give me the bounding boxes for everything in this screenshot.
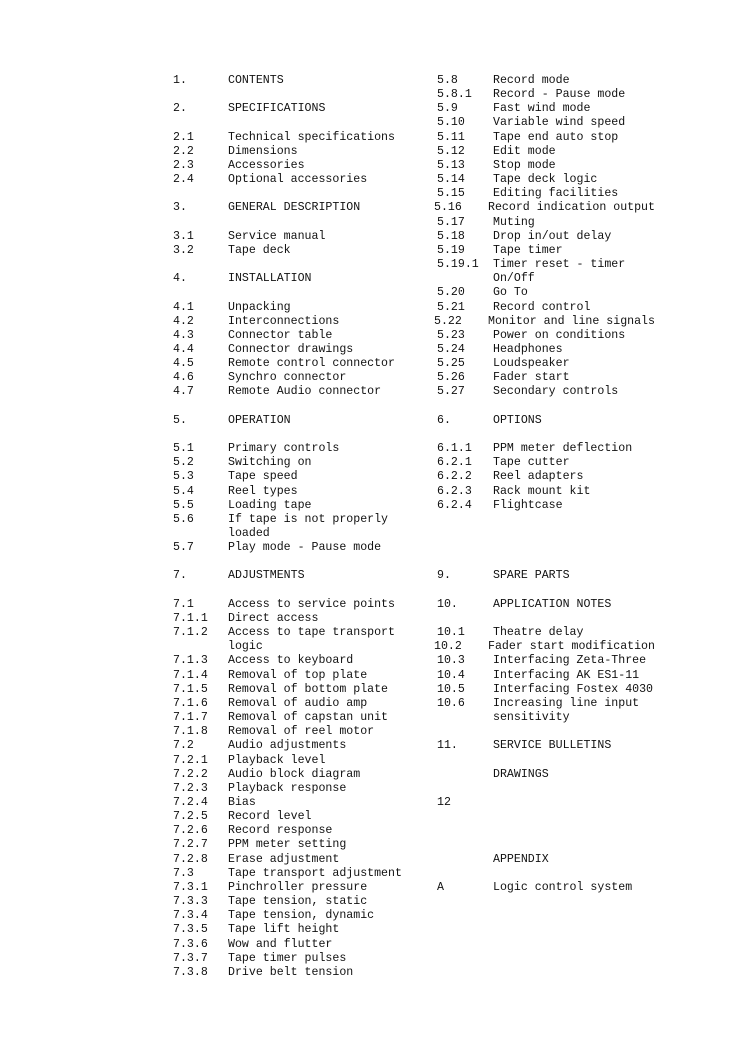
toc-entry-number: 5.19 — [437, 243, 465, 257]
toc-entry-number: 5.19.1 — [437, 258, 479, 272]
toc-entry-title: Fast wind mode — [493, 102, 591, 116]
toc-entry-number: 4.2 — [173, 314, 194, 328]
toc-entry-number: 4.1 — [173, 300, 194, 314]
toc-entry-number: 9. — [437, 569, 451, 583]
toc-entry-title: Fader start modification — [488, 640, 655, 654]
toc-entry-title: Removal of top plate — [228, 668, 368, 682]
toc-entry-title: Tape tension, dynamic — [228, 909, 375, 923]
toc-entry-number: 10.3 — [437, 654, 465, 668]
toc-entry-title: Service manual — [228, 229, 326, 243]
toc-entry-number: 5.16 — [434, 201, 462, 215]
toc-entry-number: 7. — [173, 569, 187, 583]
toc-entry-title: Power on conditions — [493, 328, 626, 342]
toc-entry-number: 6.2.1 — [437, 456, 472, 470]
toc-entry-title: Optional accessories — [228, 173, 368, 187]
toc-entry-number: 7.1.7 — [173, 711, 208, 725]
toc-entry-title: APPLICATION NOTES — [493, 597, 612, 611]
toc-entry-number: 5.23 — [437, 328, 465, 342]
toc-entry-number: 5.13 — [437, 158, 465, 172]
toc-entry-number: 5.25 — [437, 357, 465, 371]
toc-entry-title: SERVICE BULLETINS — [493, 739, 612, 753]
toc-entry-title: Record indication output — [488, 201, 655, 215]
toc-entry-number: 5.7 — [173, 541, 194, 555]
toc-entry-number: 5.8 — [437, 74, 458, 87]
toc-entry-number: 7.2.8 — [173, 852, 208, 866]
toc-entry-title: sensitivity — [493, 711, 570, 725]
toc-entry-title: GENERAL DESCRIPTION — [228, 201, 361, 215]
toc-entry-number: 10.2 — [434, 640, 462, 654]
toc-entry-title: Reel types — [228, 484, 298, 498]
toc-entry-number: 5.3 — [173, 470, 194, 484]
toc-entry-title: Audio block diagram — [228, 767, 361, 781]
toc-entry-title: OPERATION — [228, 413, 291, 427]
toc-entry-title: Play mode - Pause mode — [228, 541, 382, 555]
toc-entry-number: 7.3.6 — [173, 937, 208, 951]
toc-entry-number: 7.1 — [173, 597, 194, 611]
toc-entry-number: 2.3 — [173, 158, 194, 172]
toc-entry-number: 7.2.1 — [173, 753, 208, 767]
toc-entry-number: 5.24 — [437, 342, 465, 356]
toc-entry-title: Editing facilities — [493, 187, 619, 201]
toc-entry-title: Secondary controls — [493, 385, 619, 399]
toc-entry-number: 2.2 — [173, 144, 194, 158]
toc-entry-number: 4.6 — [173, 371, 194, 385]
toc-entry-title: Increasing line input — [493, 696, 640, 710]
toc-entry-number: 7.2.3 — [173, 781, 208, 795]
toc-entry-title: Bias — [228, 795, 256, 809]
toc-entry-number: A — [437, 880, 444, 894]
toc-entry-number: 5.26 — [437, 371, 465, 385]
toc-entry-title: Erase adjustment — [228, 852, 340, 866]
toc-entry-title: Tape timer pulses — [228, 951, 347, 965]
toc-entry-title: Drop in/out delay — [493, 229, 612, 243]
toc-entry-number: 7.3.3 — [173, 895, 208, 909]
toc-entry-number: 5.11 — [437, 130, 465, 144]
toc-entry-number: 1. — [173, 74, 187, 87]
toc-entry-number: 7.3.4 — [173, 909, 208, 923]
toc-entry-number: 6.1.1 — [437, 442, 472, 456]
toc-entry-number: 5.18 — [437, 229, 465, 243]
toc-entry-title: Loading tape — [228, 498, 312, 512]
toc-entry-title: Synchro connector — [228, 371, 347, 385]
toc-entry-number: 7.3 — [173, 866, 194, 880]
toc-entry-title: PPM meter setting — [228, 838, 347, 852]
toc-entry-number: 7.1.6 — [173, 696, 208, 710]
toc-entry-title: Playback level — [228, 753, 326, 767]
toc-entry-title: Tape end auto stop — [493, 130, 619, 144]
toc-entry-title: Connector table — [228, 328, 333, 342]
toc-entry-title: Record - Pause mode — [493, 88, 626, 102]
toc-entry-title: Wow and flutter — [228, 937, 333, 951]
toc-entry-title: Loudspeaker — [493, 357, 570, 371]
toc-entry-number: 4.4 — [173, 342, 194, 356]
toc-entry-title: Technical specifications — [228, 130, 395, 144]
toc-entry-number: 11. — [437, 739, 458, 753]
toc-entry-number: 7.1.2 — [173, 626, 208, 640]
toc-entry-title: Removal of capstan unit — [228, 711, 389, 725]
toc-entry-title: Access to keyboard — [228, 654, 354, 668]
toc-entry-title: Interconnections — [228, 314, 340, 328]
toc-entry-number: 5.6 — [173, 512, 194, 526]
toc-entry-number: 4.7 — [173, 385, 194, 399]
toc-entry-title: Unpacking — [228, 300, 291, 314]
toc-entry-title: ADJUSTMENTS — [228, 569, 305, 583]
toc-entry-number: 2.1 — [173, 130, 194, 144]
toc-entry-number: 10.1 — [437, 626, 465, 640]
toc-entry-title: Variable wind speed — [493, 116, 626, 130]
toc-entry-title: Rack mount kit — [493, 484, 591, 498]
toc-entry-number: 3.2 — [173, 243, 194, 257]
toc-entry-title: Record mode — [493, 74, 570, 87]
toc-entry-title: Dimensions — [228, 144, 298, 158]
toc-entry-title: Direct access — [228, 611, 319, 625]
toc-entry-number: 5.20 — [437, 286, 465, 300]
toc-entry-number: 7.1.4 — [173, 668, 208, 682]
toc-entry-number: 5.9 — [437, 102, 458, 116]
toc-entry-number: 2. — [173, 102, 187, 116]
toc-entry-number: 5.17 — [437, 215, 465, 229]
toc-entry-number: 5.5 — [173, 498, 194, 512]
toc-entry-title: If tape is not properly — [228, 512, 389, 526]
toc-entry-title: Tape lift height — [228, 923, 340, 937]
toc-entry-title: Reel adapters — [493, 470, 584, 484]
toc-entry-number: 5. — [173, 413, 187, 427]
toc-entry-number: 4.3 — [173, 328, 194, 342]
toc-entry-title: Tape deck logic — [493, 173, 598, 187]
toc-entry-number: 7.2.6 — [173, 824, 208, 838]
toc-entry-number: 4.5 — [173, 357, 194, 371]
toc-entry-title: Tape deck — [228, 243, 291, 257]
toc-entry-title: Playback response — [228, 781, 347, 795]
toc-entry-number: 7.2.7 — [173, 838, 208, 852]
toc-entry-number: 5.15 — [437, 187, 465, 201]
toc-entry-title: Tape cutter — [493, 456, 570, 470]
toc-entry-title: Record level — [228, 810, 312, 824]
toc-entry-title: OPTIONS — [493, 413, 542, 427]
toc-entry-number: 7.3.5 — [173, 923, 208, 937]
toc-entry-title: PPM meter deflection — [493, 442, 633, 456]
toc-entry-number: 3.1 — [173, 229, 194, 243]
toc-entry-number: 7.1.8 — [173, 725, 208, 739]
toc-entry-title: Tape speed — [228, 470, 298, 484]
toc-entry-title: Interfacing Zeta-Three — [493, 654, 647, 668]
toc-entry-title: Timer reset - timer — [493, 258, 626, 272]
toc-entry-title: Accessories — [228, 158, 305, 172]
toc-entry-title: Record response — [228, 824, 333, 838]
toc-entry-number: 6.2.4 — [437, 498, 472, 512]
toc-entry-number: 5.2 — [173, 456, 194, 470]
toc-entry-title: Headphones — [493, 342, 563, 356]
toc-entry-title: Connector drawings — [228, 342, 354, 356]
toc-entry-number: 5.8.1 — [437, 88, 472, 102]
toc-entry-title: Tape timer — [493, 243, 563, 257]
toc-entry-number: 5.4 — [173, 484, 194, 498]
toc-entry-title: DRAWINGS — [493, 767, 549, 781]
toc-entry-number: 10.4 — [437, 668, 465, 682]
toc-entry-number: 7.3.8 — [173, 965, 208, 979]
toc-entry-title: Access to service points — [228, 597, 395, 611]
toc-entry-number: 10.5 — [437, 682, 465, 696]
toc-entry-title: Access to tape transport — [228, 626, 395, 640]
toc-entry-title: Audio adjustments — [228, 739, 347, 753]
toc-entry-title: SPECIFICATIONS — [228, 102, 326, 116]
toc-entry-title: SPARE PARTS — [493, 569, 570, 583]
toc-entry-number: 7.2 — [173, 739, 194, 753]
toc-entry-number: 5.27 — [437, 385, 465, 399]
toc-entry-number: 6.2.3 — [437, 484, 472, 498]
toc-entry-title: Interfacing AK ES1-11 — [493, 668, 640, 682]
toc-entry-title: Remote control connector — [228, 357, 395, 371]
toc-entry-title: CONTENTS — [228, 74, 284, 87]
toc-entry-number: 7.1.1 — [173, 611, 208, 625]
toc-entry-title: Theatre delay — [493, 626, 584, 640]
toc-entry-number: 7.3.1 — [173, 880, 208, 894]
toc-entry-number: 10. — [437, 597, 458, 611]
toc-entry-number: 5.21 — [437, 300, 465, 314]
toc-entry-number: 4. — [173, 272, 187, 286]
toc-entry-number: 7.1.3 — [173, 654, 208, 668]
toc-entry-title: Remote Audio connector — [228, 385, 382, 399]
toc-entry-number: 7.2.5 — [173, 810, 208, 824]
toc-entry-number: 7.1.5 — [173, 682, 208, 696]
toc-entry-number: 2.4 — [173, 173, 194, 187]
toc-entry-title: Record control — [493, 300, 591, 314]
toc-entry-title: Logic control system — [493, 880, 633, 894]
toc-entry-number: 5.12 — [437, 144, 465, 158]
toc-entry-title: Go To — [493, 286, 528, 300]
toc-entry-number: 5.1 — [173, 442, 194, 456]
toc-entry-title: Removal of reel motor — [228, 725, 375, 739]
toc-entry-title: Interfacing Fostex 4030 — [493, 682, 654, 696]
toc-entry-number: 7.2.2 — [173, 767, 208, 781]
toc-entry-title: loaded — [228, 527, 270, 540]
toc-entry-title: Removal of audio amp — [228, 696, 368, 710]
toc-entry-number: 10.6 — [437, 696, 465, 710]
toc-entry-title: APPENDIX — [493, 852, 549, 866]
toc-entry-title: logic — [228, 640, 263, 654]
toc-entry-number: 12 — [437, 795, 451, 809]
toc-entry-title: Tape transport adjustment — [228, 866, 402, 880]
toc-entry-number: 7.2.4 — [173, 795, 208, 809]
toc-entry-number: 5.10 — [437, 116, 465, 130]
toc-entry-title: Edit mode — [493, 144, 556, 158]
toc-entry-number: 5.14 — [437, 173, 465, 187]
toc-entry-number: 3. — [173, 201, 187, 215]
toc-entry-title: Monitor and line signals — [488, 314, 655, 328]
toc-entry-title: Switching on — [228, 456, 312, 470]
toc-entry-title: On/Off — [493, 272, 535, 286]
toc-entry-title: Removal of bottom plate — [228, 682, 389, 696]
toc-entry-number: 5.22 — [434, 314, 462, 328]
toc-entry-title: Muting — [493, 215, 535, 229]
toc-entry-title: Primary controls — [228, 442, 340, 456]
toc-entry-title: Fader start — [493, 371, 570, 385]
toc-entry-title: Stop mode — [493, 158, 556, 172]
toc-entry-title: INSTALLATION — [228, 272, 312, 286]
toc-entry-title: Drive belt tension — [228, 965, 354, 979]
toc-entry-number: 7.3.7 — [173, 951, 208, 965]
toc-entry-title: Pinchroller pressure — [228, 880, 368, 894]
toc-entry-number: 6. — [437, 413, 451, 427]
toc-entry-number: 6.2.2 — [437, 470, 472, 484]
toc-entry-title: Flightcase — [493, 498, 563, 512]
toc-entry-title: Tape tension, static — [228, 895, 368, 909]
